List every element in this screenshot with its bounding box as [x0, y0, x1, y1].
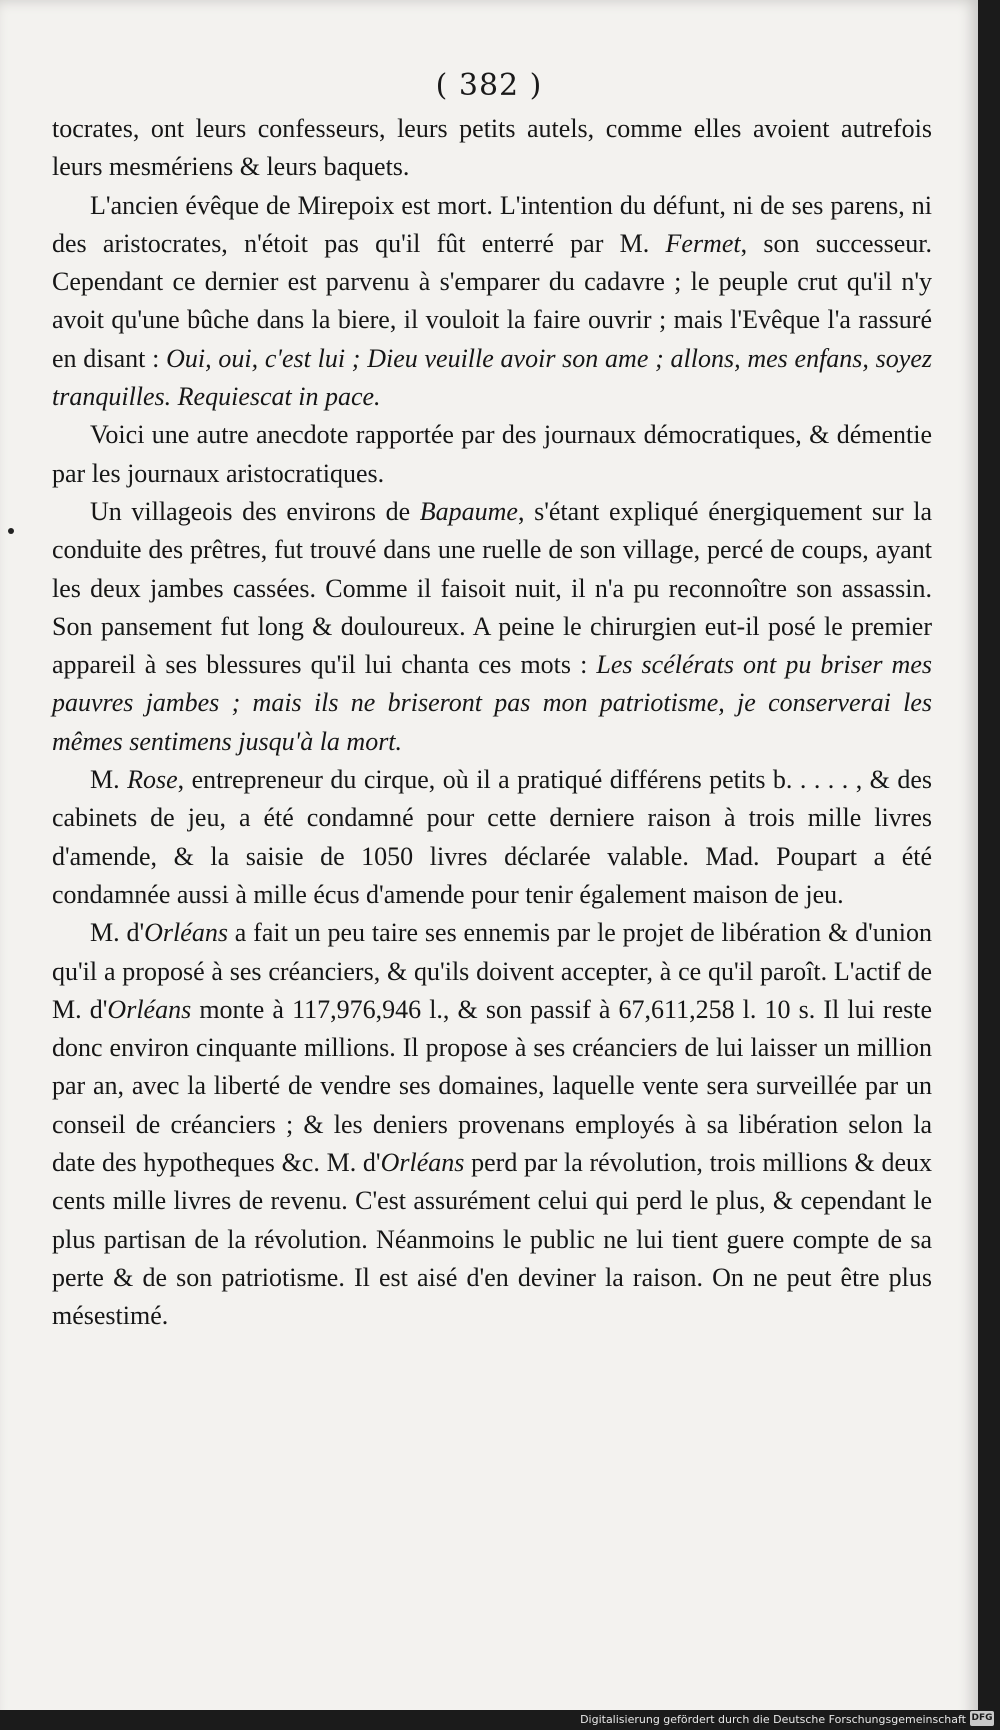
paragraph-text: L'ancien évêque de Mirepoix est mort. L'intention du défunt, ni de ses parens, ni des aristocrates, n'étoit pas qu'il fût enterré par M.: [52, 190, 932, 258]
italic-text: Orléans: [107, 994, 192, 1024]
paragraph: [52, 110, 932, 187]
digitization-credit: Digitalisierung gefördert durch die Deutsche Forschungsgemeinschaft: [580, 1713, 966, 1726]
paragraph-text: , entrepreneur du cirque, où il a pratiqué différens petits b. . . . . , & des cabinets de jeu, a été condamné pour cette derniere raison à trois mille livres d'amende, & la saisie de 1050 livres déclarée valable. Mad. Poupart a été condamnée aussi à mille écus d'amende pour tenir également maison de jeu.: [52, 765, 932, 909]
paragraph-text: a fait un peu taire ses ennemis par le projet de libération & d'union qu'il a proposé à ses créanciers, & qu'ils doivent accepter, à ce qu'il paroît. L'actif de M. d': [52, 918, 932, 1024]
italic-text: Oui, oui, c'est lui ; Dieu veuille avoir son ame ; allons, mes enfans, soyez tranquilles. Requiescat in pace.: [52, 343, 932, 412]
paragraph-text: Voici une autre anecdote rapportée par des journaux démocratiques, & démentie par les journaux aristocratiques.: [52, 420, 932, 488]
paragraph: [52, 914, 932, 1335]
paragraph-text: Un villageois des environs de: [90, 496, 420, 526]
paragraph-text: tocrates, ont leurs confesseurs, leurs petits autels, comme elles avoient autrefois leurs mesmériens & leurs baquets.: [52, 114, 932, 182]
italic-text: Bapaume: [419, 496, 518, 526]
paragraph: [52, 187, 932, 417]
italic-text: Orléans: [144, 918, 228, 948]
body-text: [52, 110, 932, 1336]
italic-text: Fermet: [665, 228, 741, 258]
paragraph-text: , s'étant expliqué énergiquement sur la conduite des prêtres, fut trouvé dans une ruelle de son village, percé de coups, ayant les deux jambes cassées. Comme il faisoit nuit, il n'a pu reconnoître son assassin. Son pansement fut long & douloureux. A peine le chirurgien eut-il posé le premier appareil à ses blessures qu'il lui chanta ces mots :: [52, 496, 933, 680]
paragraph-text: monte à 117,976,946 l., & son passif à 67,611,258 l. 10 s. Il lui reste donc environ cinquante millions. Il propose à ses créanciers de lui laisser un million par an, avec la liberté de vendre ses domaines, laquelle vente sera surveillée par un conseil de créanciers ; & les deniers provenans employés à sa libération selon la date des hypotheques &c. M. d': [52, 994, 932, 1178]
dfg-logo: DFG: [970, 1711, 994, 1726]
paragraph-text: perd par la révolution, trois millions & deux cents mille livres de revenu. C'est assurément celui qui perd le plus, & cependant le plus partisan de la révolution. Néanmoins le public ne lui tient guere compte de sa perte & de son patriotisme. Il est aisé d'en deviner la raison. On ne peut être plus mésestimé.: [52, 1148, 932, 1331]
paragraph-text: , son successeur. Cependant ce dernier est parvenu à s'emparer du cadavre ; le peuple crut qu'il n'y avoit qu'une bûche dans la biere, il vouloit la faire ouvrir ; mais l'Evêque l'a rassuré en disant :: [52, 228, 933, 373]
paragraph: [52, 416, 932, 493]
italic-text: Les scélérats ont pu briser mes pauvres jambes ; mais ils ne briseront pas mon patriotisme, je conserverai les mêmes sentimens jusqu'à la mort.: [52, 650, 932, 756]
paragraph-text: M. d': [90, 918, 145, 948]
italic-text: Rose: [127, 765, 178, 795]
page-number: ( 382 ): [435, 68, 543, 103]
paragraph: [52, 761, 932, 914]
paragraph: [52, 493, 932, 761]
paragraph-text: M.: [90, 765, 128, 795]
margin-mark: [8, 528, 14, 534]
italic-text: Orléans: [380, 1148, 465, 1178]
